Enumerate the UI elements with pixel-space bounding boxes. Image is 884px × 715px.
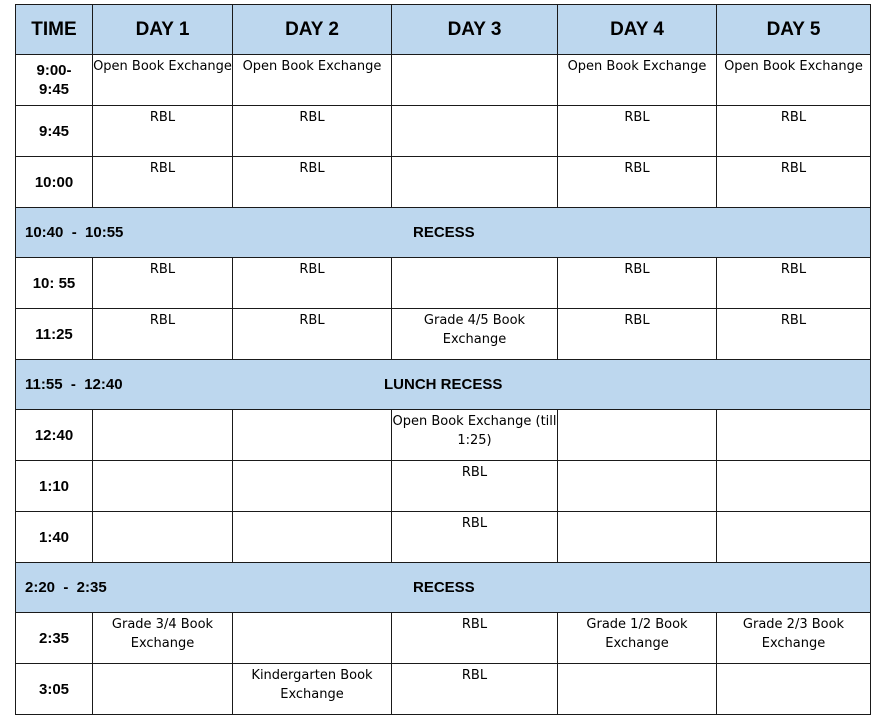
break-row	[16, 208, 871, 258]
time-slot-row	[16, 613, 871, 664]
break-cell	[16, 208, 871, 258]
day-3-cell: RBL	[392, 664, 558, 715]
day-5-cell: RBL	[717, 106, 871, 157]
header-day-4: DAY 4	[558, 5, 717, 55]
header-time: TIME	[16, 5, 93, 55]
break-cell	[16, 563, 871, 613]
day-1-cell	[93, 664, 233, 715]
time-slot-row	[16, 410, 871, 461]
break-row	[16, 360, 871, 410]
schedule-table	[15, 4, 871, 715]
day-5-cell	[717, 461, 871, 512]
day-5-cell: Open Book Exchange	[717, 55, 871, 106]
day-2-cell: RBL	[233, 157, 392, 208]
break-cell	[16, 360, 871, 410]
day-3-cell: Open Book Exchange (till 1:25)	[392, 410, 558, 461]
time-slot-row	[16, 258, 871, 309]
break-label: RECESS	[413, 224, 475, 241]
schedule-body	[16, 55, 871, 715]
day-5-cell: RBL	[717, 309, 871, 360]
header-day-2: DAY 2	[233, 5, 392, 55]
day-1-cell: RBL	[93, 106, 233, 157]
header-row	[16, 5, 871, 55]
break-time: 2:20 - 2:35	[25, 579, 107, 596]
day-4-cell	[558, 664, 717, 715]
time-slot-row	[16, 664, 871, 715]
day-3-cell: Grade 4/5 Book Exchange	[392, 309, 558, 360]
time-cell: 11:25	[16, 309, 93, 360]
day-5-cell: RBL	[717, 258, 871, 309]
day-1-cell: RBL	[93, 157, 233, 208]
day-2-cell	[233, 410, 392, 461]
day-5-cell	[717, 410, 871, 461]
day-5-cell	[717, 664, 871, 715]
day-4-cell: Grade 1/2 Book Exchange	[558, 613, 717, 664]
day-3-cell	[392, 55, 558, 106]
time-slot-row	[16, 461, 871, 512]
header-day-5: DAY 5	[717, 5, 871, 55]
time-cell: 10:00	[16, 157, 93, 208]
header-day-3: DAY 3	[392, 5, 558, 55]
day-2-cell	[233, 512, 392, 563]
day-4-cell: RBL	[558, 309, 717, 360]
day-3-cell	[392, 258, 558, 309]
break-time: 10:40 - 10:55	[25, 224, 124, 241]
day-1-cell	[93, 461, 233, 512]
day-5-cell	[717, 512, 871, 563]
time-slot-row	[16, 106, 871, 157]
day-3-cell: RBL	[392, 512, 558, 563]
day-5-cell: Grade 2/3 Book Exchange	[717, 613, 871, 664]
day-1-cell: Open Book Exchange	[93, 55, 233, 106]
time-slot-row	[16, 55, 871, 106]
day-3-cell: RBL	[392, 613, 558, 664]
time-cell: 10: 55	[16, 258, 93, 309]
day-4-cell	[558, 410, 717, 461]
break-label: LUNCH RECESS	[384, 376, 503, 393]
day-3-cell	[392, 106, 558, 157]
day-2-cell: Open Book Exchange	[233, 55, 392, 106]
time-cell: 2:35	[16, 613, 93, 664]
day-3-cell: RBL	[392, 461, 558, 512]
day-4-cell	[558, 461, 717, 512]
day-2-cell: RBL	[233, 309, 392, 360]
day-1-cell: RBL	[93, 309, 233, 360]
time-slot-row	[16, 157, 871, 208]
day-1-cell	[93, 512, 233, 563]
day-1-cell: Grade 3/4 Book Exchange	[93, 613, 233, 664]
day-2-cell: RBL	[233, 258, 392, 309]
day-2-cell: RBL	[233, 106, 392, 157]
time-cell: 12:40	[16, 410, 93, 461]
day-3-cell	[392, 157, 558, 208]
time-cell: 1:40	[16, 512, 93, 563]
time-cell: 9:45	[16, 106, 93, 157]
day-4-cell: Open Book Exchange	[558, 55, 717, 106]
break-time: 11:55 - 12:40	[25, 376, 123, 393]
day-2-cell: Kindergarten Book Exchange	[233, 664, 392, 715]
day-2-cell	[233, 613, 392, 664]
break-label: RECESS	[413, 579, 475, 596]
day-1-cell	[93, 410, 233, 461]
day-1-cell: RBL	[93, 258, 233, 309]
time-slot-row	[16, 512, 871, 563]
time-cell: 3:05	[16, 664, 93, 715]
time-cell: 1:10	[16, 461, 93, 512]
day-2-cell	[233, 461, 392, 512]
day-4-cell: RBL	[558, 157, 717, 208]
day-4-cell: RBL	[558, 106, 717, 157]
header-day-1: DAY 1	[93, 5, 233, 55]
time-slot-row	[16, 309, 871, 360]
time-cell: 9:00- 9:45	[16, 55, 93, 106]
day-4-cell: RBL	[558, 258, 717, 309]
break-row	[16, 563, 871, 613]
day-4-cell	[558, 512, 717, 563]
day-5-cell: RBL	[717, 157, 871, 208]
